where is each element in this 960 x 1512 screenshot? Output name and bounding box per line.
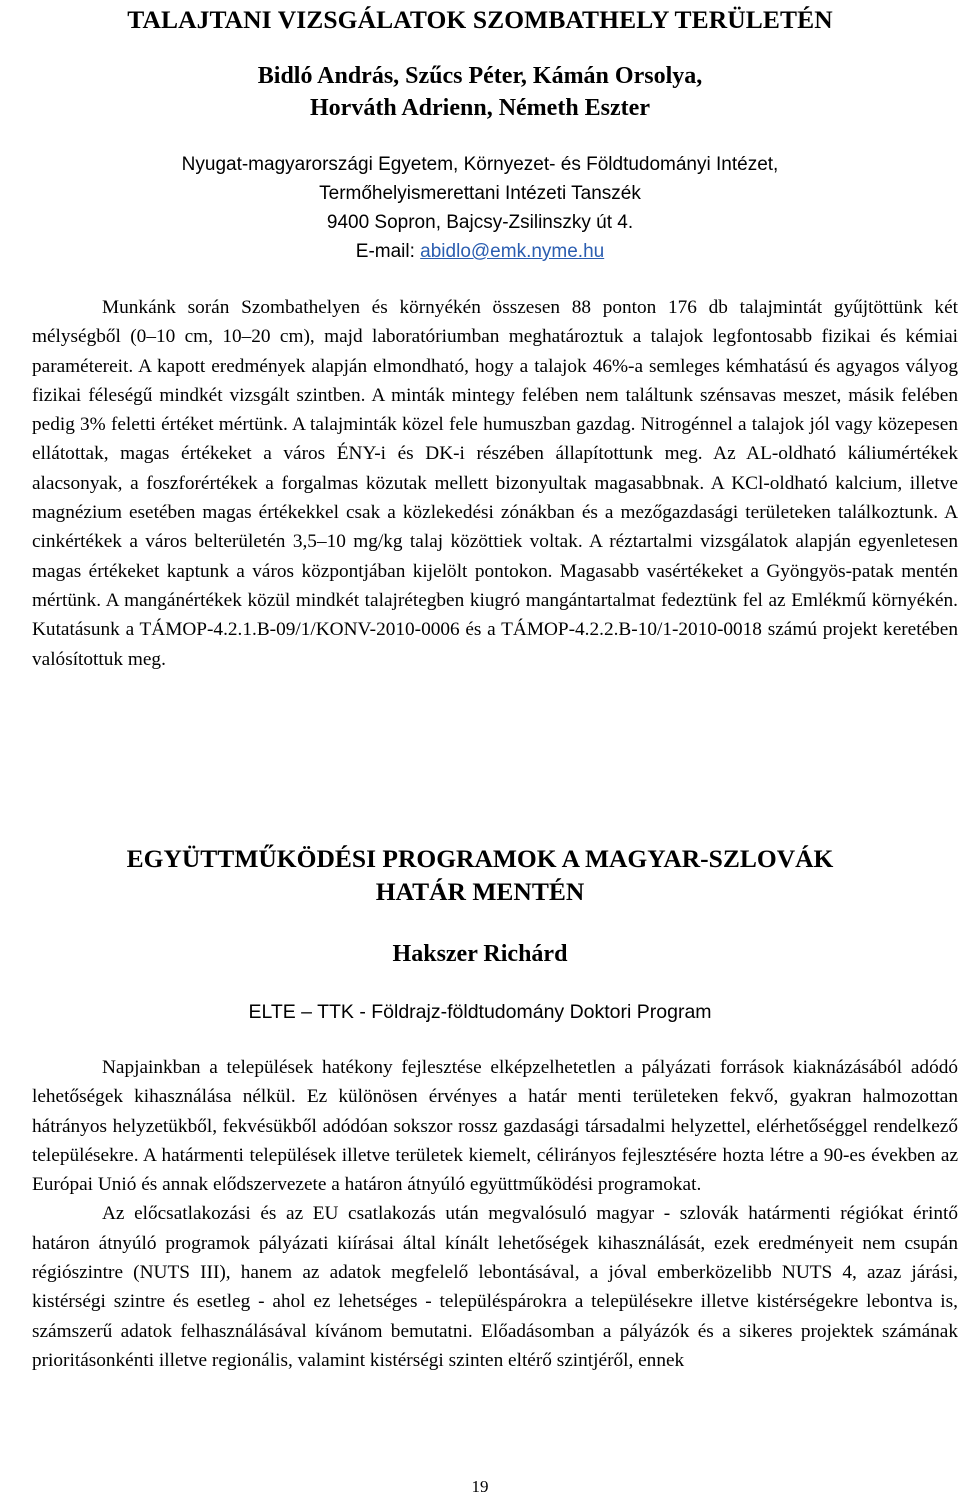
article2-title — [0, 842, 960, 908]
article2-paragraph-2: Az előcsatlakozási és az EU csatlakozás után megvalósuló magyar - szlovák határmenti régiókat érintő határon átnyúló programok pályázati kiírásai által kínált lehetőségek kihasználását, ezek eredményeit nem csupán régiószintre (NUTS III), hanem az adatok megfelelő lebontásával, a jóval emberközelibb NUTS 4, azaz járási, kistérségi szintre és esetleg - ahol ez lehetséges - településpárokra a településekre illetve kistérségekre lebontva is, számszerű adatok felhasználásával kívánom bemutatni. Előadásomban a pályázók és a sikeres projektek számának prioritásonkénti illetve regionális, valamint kistérségi szinten eltérő szintjéről, ennek — [32, 1203, 958, 1371]
page-number: 19 — [471, 1477, 489, 1496]
article1-affiliation-line1: Nyugat-magyarországi Egyetem, Környezet- és Földtudományi Intézet, — [181, 154, 779, 175]
article2-paragraph-1: Napjainkban a települések hatékony fejlesztése elképzelhetetlen a pályázati források kiaknázásából adódó lehetőségek kihasználása nélkül. Ez különösen érvényes a határ menti területeken fekvő, gyakran halmozottan hátrányos helyzetükből, fekvésükből adódóan sokszor rossz gazdasági társadalmi helyzettel, elérhetőséggel rendelkező településekre. A határmenti települések illetve területek kiemelt, célirányos fejlesztésére hozta létre a 90-es években az Európai Unió és annak elődszervezete a határon átnyúló együttműködési programokat. — [32, 1057, 958, 1196]
article2-author: Hakszer Richárd — [392, 941, 568, 967]
article1-title: TALAJTANI VIZSGÁLATOK SZOMBATHELY TERÜLETÉN — [127, 5, 833, 34]
article1-affiliation-line2: Termőhelyismerettani Intézeti Tanszék — [319, 183, 641, 204]
article2-body — [32, 1053, 958, 1375]
article1-email-line — [0, 237, 960, 266]
article1-authors-line1: Bidló András, Szűcs Péter, Kámán Orsolya, — [257, 63, 703, 89]
article2-affiliation: ELTE – TTK - Földrajz-földtudomány Doktori Program — [248, 1001, 712, 1023]
article1-authors — [0, 60, 960, 124]
email-link[interactable]: abidlo@emk.nyme.hu — [420, 241, 605, 262]
email-label: E-mail: — [355, 241, 421, 262]
article1-abstract: Munkánk során Szombathelyen és környékén összesen 88 ponton 176 db talajmintát gyűjtöttünk két mélységből (0–10 cm, 10–20 cm), majd laboratóriumban meghatároztuk a talajok legfontosabb fizikai és kémiai paramétereit. A kapott eredmények alapján elmondható, hogy a talajok 46%-a semleges kémhatású és agyagos vályog fizikai féleségű mindkét vizsgált szintben. A minták mintegy felében nem találtunk szénsavas meszet, másik felében pedig 3% feletti értéket mértünk. A talajminták közel fele humuszban gazdag. Nitrogénnel a talajok jól vagy közepesen ellátottak, magas értékeket a város ÉNY-i és DK-i részében állapítottunk meg. Az AL-oldható káliumértékek alacsonyak, a foszforértékek a forgalmas közutak mellett bizonyultak magasabbnak. A KCl-oldható kalcium, illetve magnézium esetében magas értékekkel csak a közlekedési zónákban és a mezőgazdasági területeken találkoztunk. A cinkértékek a város belterületén 3,5–10 mg/kg talaj közöttiek voltak. A réztartalmi vizsgálatok alapján egyenletesen magas értékeket kaptunk a város központjában kijelölt pontokon. Magasabb vasértékeket a Gyöngyös-patak mentén mértünk. A mangánértékek közül mindkét talajrétegben kiugró mangántartalmat fedeztünk fel az Emlékmű környékén. Kutatásunk a TÁMOP-4.2.1.B-09/1/KONV-2010-0006 és a TÁMOP-4.2.2.B-10/1-2010-0018 számú projekt keretében valósítottuk meg. — [32, 297, 958, 670]
article1-authors-line2: Horváth Adrienn, Németh Eszter — [310, 95, 650, 121]
article1-affiliation — [0, 150, 960, 266]
article2-title-line2: HATÁR MENTÉN — [375, 877, 585, 906]
article1-affiliation-line3: 9400 Sopron, Bajcsy-Zsilinszky út 4. — [326, 212, 634, 233]
article2-title-line1: EGYÜTTMŰKÖDÉSI PROGRAMOK A MAGYAR-SZLOVÁK — [126, 844, 834, 873]
